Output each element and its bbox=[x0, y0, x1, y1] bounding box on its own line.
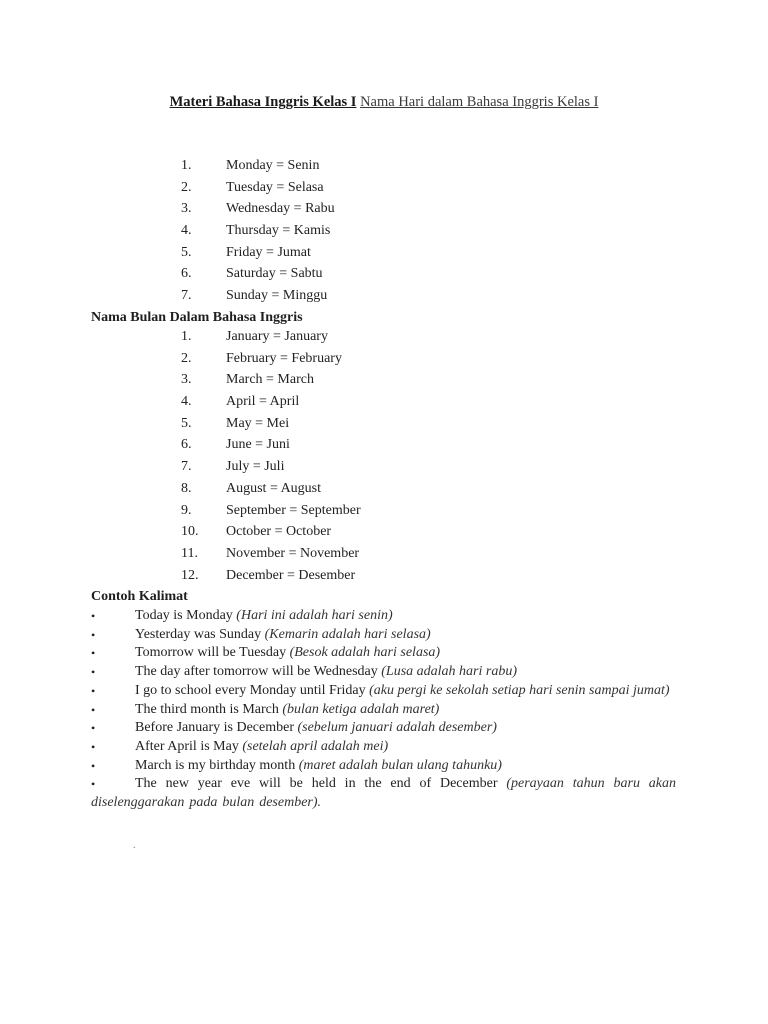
list-text: Friday = Jumat bbox=[226, 244, 311, 260]
month-item bbox=[0, 567, 768, 589]
days-list bbox=[0, 157, 768, 309]
list-number: 5. bbox=[181, 244, 192, 260]
example-item bbox=[91, 663, 676, 682]
day-item bbox=[0, 179, 768, 201]
example-item bbox=[91, 701, 676, 720]
list-text: Sunday = Minggu bbox=[226, 288, 328, 304]
list-text: Monday = Senin bbox=[226, 158, 320, 173]
list-text: February = February bbox=[226, 350, 342, 366]
stray-mark: . bbox=[133, 840, 136, 851]
list-text: October = October bbox=[226, 524, 332, 540]
list-number: 7. bbox=[181, 459, 192, 475]
bullet-icon: • bbox=[91, 777, 96, 792]
month-item bbox=[0, 415, 768, 437]
example-translation: (setelah april adalah mei) bbox=[242, 738, 389, 754]
list-number: 4. bbox=[181, 394, 192, 410]
example-english: I go to school every Monday until Friday bbox=[135, 682, 366, 698]
examples-list bbox=[91, 607, 676, 813]
list-number: 3. bbox=[181, 201, 192, 217]
months-list bbox=[0, 328, 768, 588]
list-text: May = Mei bbox=[226, 415, 290, 431]
bullet-icon: • bbox=[91, 683, 96, 698]
month-item bbox=[0, 523, 768, 545]
list-text: Thursday = Kamis bbox=[226, 223, 331, 239]
day-item bbox=[0, 244, 768, 266]
bullet-icon: • bbox=[91, 665, 96, 680]
day-item bbox=[0, 157, 768, 179]
bullet-icon: • bbox=[91, 702, 96, 717]
day-item bbox=[0, 265, 768, 287]
example-english: Before January is December bbox=[135, 720, 294, 736]
example-english: The day after tomorrow will be Wednesday bbox=[135, 664, 378, 680]
list-text: September = September bbox=[226, 502, 361, 518]
page-title bbox=[0, 93, 768, 111]
list-number: 1. bbox=[181, 329, 192, 344]
example-english: March is my birthday month bbox=[135, 757, 296, 773]
list-number: 2. bbox=[181, 350, 192, 366]
month-item bbox=[0, 393, 768, 415]
list-text: March = March bbox=[226, 372, 314, 388]
list-text: Wednesday = Rabu bbox=[226, 201, 335, 217]
example-translation: (aku pergi ke sekolah setiap hari senin sampai jumat) bbox=[369, 682, 670, 698]
example-english: The third month is March bbox=[135, 701, 279, 717]
example-item bbox=[91, 682, 676, 701]
month-item bbox=[0, 458, 768, 480]
example-item bbox=[91, 757, 676, 776]
month-item bbox=[0, 371, 768, 393]
bullet-icon: • bbox=[91, 739, 96, 754]
examples-heading: Contoh Kalimat bbox=[91, 589, 188, 604]
list-number: 1. bbox=[181, 158, 192, 173]
example-english: After April is May bbox=[135, 738, 239, 754]
list-number: 4. bbox=[181, 223, 192, 239]
list-text: December = Desember bbox=[226, 567, 356, 583]
day-item bbox=[0, 287, 768, 309]
bullet-icon: • bbox=[91, 646, 96, 661]
list-text: April = April bbox=[226, 394, 300, 410]
list-number: 7. bbox=[181, 288, 192, 304]
example-translation: (Kemarin adalah hari selasa) bbox=[264, 626, 431, 642]
example-english: Tomorrow will be Tuesday bbox=[135, 645, 287, 661]
example-item bbox=[91, 775, 676, 812]
month-item bbox=[0, 545, 768, 567]
example-translation: (bulan ketiga adalah maret) bbox=[282, 701, 440, 717]
list-text: July = Juli bbox=[226, 459, 285, 475]
list-number: 11. bbox=[181, 545, 198, 561]
list-number: 9. bbox=[181, 502, 192, 518]
list-number: 5. bbox=[181, 415, 192, 431]
example-translation: (maret adalah bulan ulang tahunku) bbox=[298, 757, 502, 773]
example-item bbox=[91, 626, 676, 645]
list-number: 6. bbox=[181, 266, 192, 282]
example-item bbox=[91, 644, 676, 663]
month-item bbox=[0, 436, 768, 458]
bullet-icon: • bbox=[91, 627, 96, 642]
list-number: 8. bbox=[181, 480, 192, 496]
example-english: The new year eve will be held in the end of December bbox=[135, 776, 498, 792]
months-heading: Nama Bulan Dalam Bahasa Inggris bbox=[91, 310, 303, 325]
list-text: August = August bbox=[226, 480, 322, 496]
example-item bbox=[91, 738, 676, 757]
list-text: Saturday = Sabtu bbox=[226, 266, 323, 282]
day-item bbox=[0, 222, 768, 244]
bullet-icon: • bbox=[91, 609, 96, 623]
month-item bbox=[0, 480, 768, 502]
bullet-icon: • bbox=[91, 721, 96, 736]
example-english: Yesterday was Sunday bbox=[135, 626, 262, 642]
list-text: Tuesday = Selasa bbox=[226, 179, 324, 195]
example-translation: (perayaan tahun baru akan diselenggarakan pada bulan desember). bbox=[91, 776, 677, 811]
example-translation: (sebelum januari adalah desember) bbox=[297, 720, 497, 736]
title-part-1: Materi Bahasa Inggris Kelas I bbox=[169, 94, 357, 110]
list-number: 6. bbox=[181, 437, 192, 453]
day-item bbox=[0, 200, 768, 222]
list-number: 10. bbox=[181, 524, 199, 540]
bullet-icon: • bbox=[91, 758, 96, 773]
list-number: 12. bbox=[181, 567, 199, 583]
title-part-2: Nama Hari dalam Bahasa Inggris Kelas I bbox=[360, 94, 599, 110]
example-item bbox=[91, 719, 676, 738]
example-english: Today is Monday bbox=[135, 608, 233, 623]
month-item bbox=[0, 502, 768, 524]
example-translation: (Hari ini adalah hari senin) bbox=[236, 608, 393, 623]
list-number: 3. bbox=[181, 372, 192, 388]
list-number: 2. bbox=[181, 179, 192, 195]
list-text: January = January bbox=[226, 329, 328, 344]
list-text: November = November bbox=[226, 545, 360, 561]
example-translation: (Lusa adalah hari rabu) bbox=[381, 664, 517, 680]
example-item bbox=[91, 607, 676, 626]
month-item bbox=[0, 350, 768, 372]
example-translation: (Besok adalah hari selasa) bbox=[289, 645, 441, 661]
month-item bbox=[0, 328, 768, 350]
list-text: June = Juni bbox=[226, 437, 290, 453]
